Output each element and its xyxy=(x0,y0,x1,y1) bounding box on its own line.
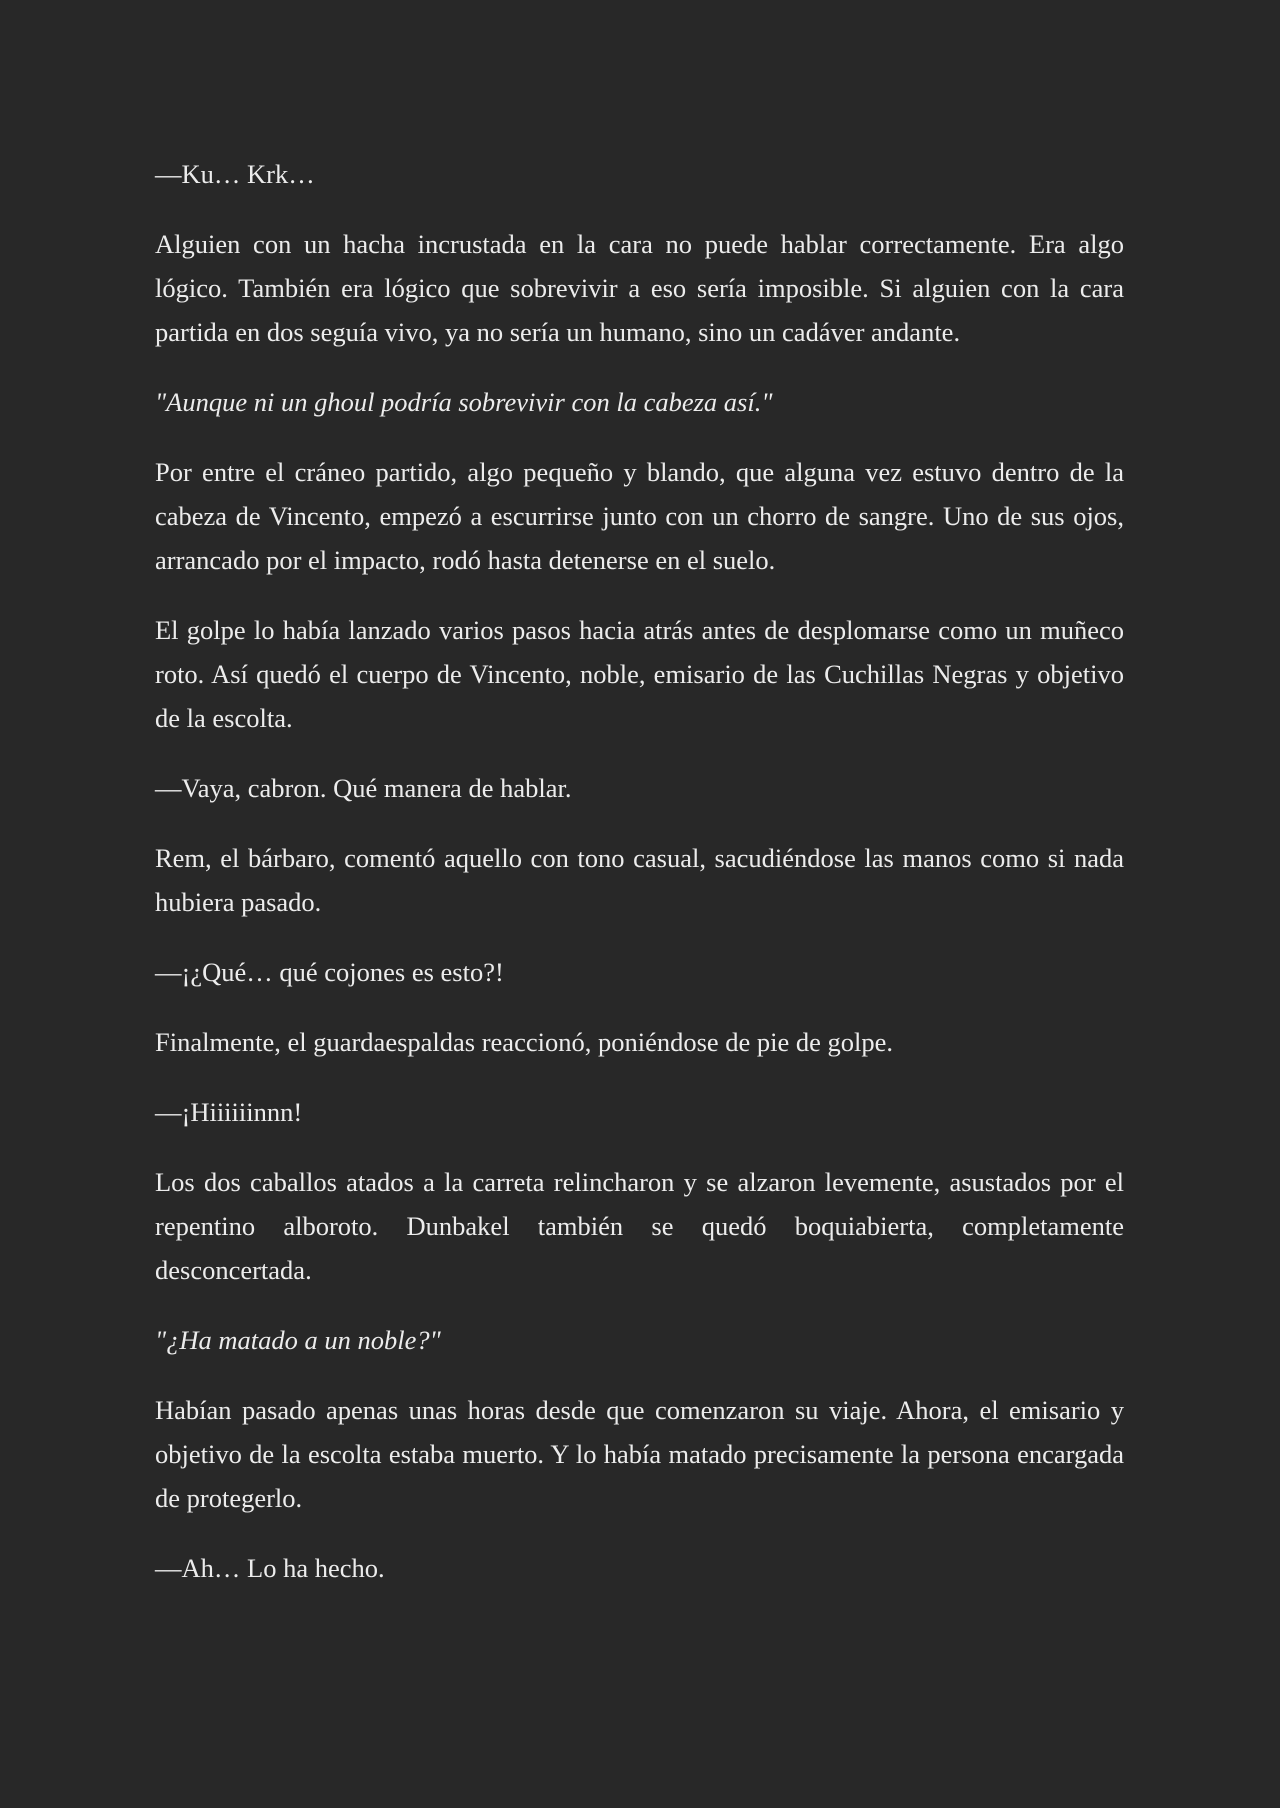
paragraph-6: —Vaya, cabron. Qué manera de hablar. xyxy=(155,773,572,803)
paragraph-10: —¡Hiiiiiinnn! xyxy=(155,1097,303,1127)
paragraph-9: Finalmente, el guardaespaldas reaccionó, poniéndose de pie de golpe. xyxy=(155,1027,894,1057)
paragraph-1: —Ku… Krk… xyxy=(155,159,315,189)
paragraph-5: El golpe lo había lanzado varios pasos hacia atrás antes de desplomarse como un muñeco roto. Así quedó el cuerpo de Vincento, noble, emisario de las Cuchillas Negras y objetivo de la escolta. xyxy=(155,615,1124,733)
paragraph-14: —Ah… Lo ha hecho. xyxy=(155,1553,385,1583)
paragraph-3-thought: "Aunque ni un ghoul podría sobrevivir con la cabeza así." xyxy=(155,387,773,417)
paragraph-4: Por entre el cráneo partido, algo pequeño y blando, que alguna vez estuvo dentro de la cabeza de Vincento, empezó a escurrirse junto con un chorro de sangre. Uno de sus ojos, arrancado por el impacto, rodó hasta detenerse en el suelo. xyxy=(155,457,1124,575)
chapter-text xyxy=(155,152,1124,1616)
paragraph-2: Alguien con un hacha incrustada en la cara no puede hablar correctamente. Era algo lógico. También era lógico que sobrevivir a eso sería imposible. Si alguien con la cara partida en dos seguía vivo, ya no sería un humano, sino un cadáver andante. xyxy=(155,229,1124,347)
paragraph-12-thought: "¿Ha matado a un noble?" xyxy=(155,1325,441,1355)
paragraph-8: —¡¿Qué… qué cojones es esto?! xyxy=(155,957,504,987)
paragraph-11: Los dos caballos atados a la carreta relincharon y se alzaron levemente, asustados por el repentino alboroto. Dunbakel también se quedó boquiabierta, completamente desconcertada. xyxy=(155,1167,1124,1285)
paragraph-7: Rem, el bárbaro, comentó aquello con tono casual, sacudiéndose las manos como si nada hubiera pasado. xyxy=(155,843,1124,917)
paragraph-13: Habían pasado apenas unas horas desde que comenzaron su viaje. Ahora, el emisario y objetivo de la escolta estaba muerto. Y lo había matado precisamente la persona encargada de protegerlo. xyxy=(155,1395,1124,1513)
